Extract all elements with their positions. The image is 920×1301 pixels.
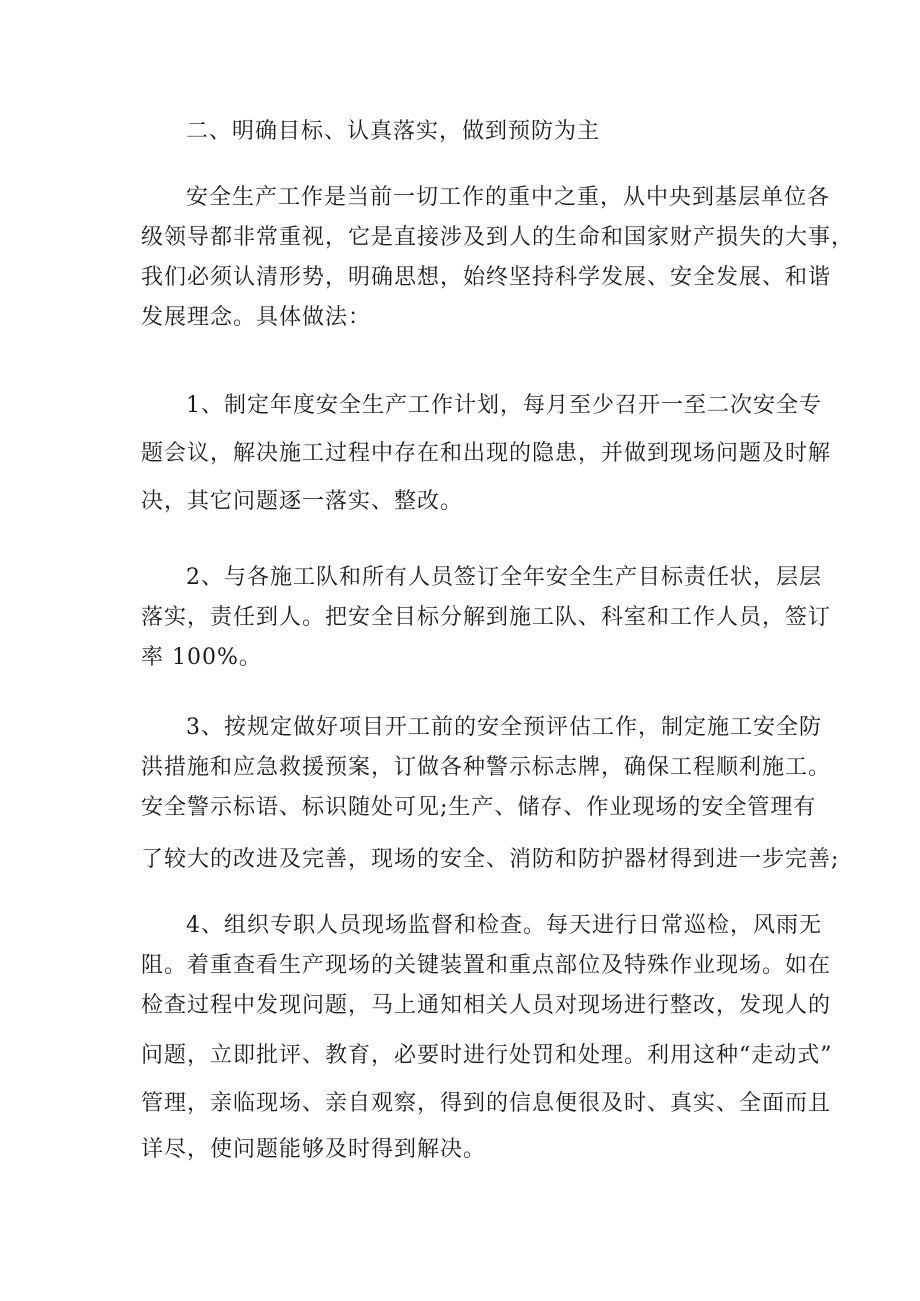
paragraph-2-line-3: 决，其它问题逐一落实、整改。 bbox=[141, 489, 464, 514]
paragraph-3-line-1: 2、与各施工队和所有人员签订全年安全生产目标责任状，层层 bbox=[186, 565, 822, 590]
paragraph-1-line-2: 级领导都非常重视，它是直接涉及到人的生命和国家财产损失的大事， bbox=[141, 225, 855, 250]
paragraph-5-line-6: 详尽，使问题能够及时得到解决。 bbox=[141, 1137, 487, 1162]
paragraph-4-line-3: 安全警示标语、标识随处可见;生产、储存、作业现场的安全管理有 bbox=[141, 795, 817, 820]
paragraph-1-line-4: 发展理念。具体做法： bbox=[141, 305, 372, 330]
paragraph-5-line-5: 管理，亲临现场、亲自观察，得到的信息便很及时、真实、全面而且 bbox=[141, 1091, 832, 1116]
paragraph-1-line-1: 安全生产工作是当前一切工作的重中之重，从中央到基层单位各 bbox=[186, 185, 831, 210]
paragraph-3-line-3: 率 100%。 bbox=[141, 645, 262, 670]
paragraph-2-line-1: 1、制定年度安全生产工作计划，每月至少召开一至二次安全专 bbox=[186, 393, 822, 418]
paragraph-4-line-1: 3、按规定做好项目开工前的安全预评估工作，制定施工安全防 bbox=[186, 715, 822, 740]
paragraph-2-line-2: 题会议，解决施工过程中存在和出现的隐患，并做到现场问题及时解 bbox=[141, 441, 832, 466]
paragraph-1-line-3: 我们必须认清形势，明确思想，始终坚持科学发展、安全发展、和谐 bbox=[141, 265, 832, 290]
paragraph-5-line-1: 4、组织专职人员现场监督和检查。每天进行日常巡检，风雨无 bbox=[186, 913, 822, 938]
paragraph-5-line-2: 阻。着重查看生产现场的关键装置和重点部位及特殊作业现场。如在 bbox=[141, 953, 832, 978]
paragraph-5-line-3: 检查过程中发现问题，马上通知相关人员对现场进行整改，发现人的 bbox=[141, 993, 832, 1018]
paragraph-3-line-2: 落实，责任到人。把安全目标分解到施工队、科室和工作人员，签订 bbox=[141, 605, 832, 630]
paragraph-5-line-4: 问题，立即批评、教育，必要时进行处罚和处理。利用这种“走动式” bbox=[141, 1043, 833, 1068]
section-heading: 二、明确目标、认真落实，做到预防为主 bbox=[186, 119, 601, 144]
paragraph-4-line-4: 了较大的改进及完善，现场的安全、消防和防护器材得到进一步完善; bbox=[141, 847, 840, 872]
paragraph-4-line-2: 洪措施和应急救援预案，订做各种警示标志牌，确保工程顺利施工。 bbox=[141, 755, 832, 780]
